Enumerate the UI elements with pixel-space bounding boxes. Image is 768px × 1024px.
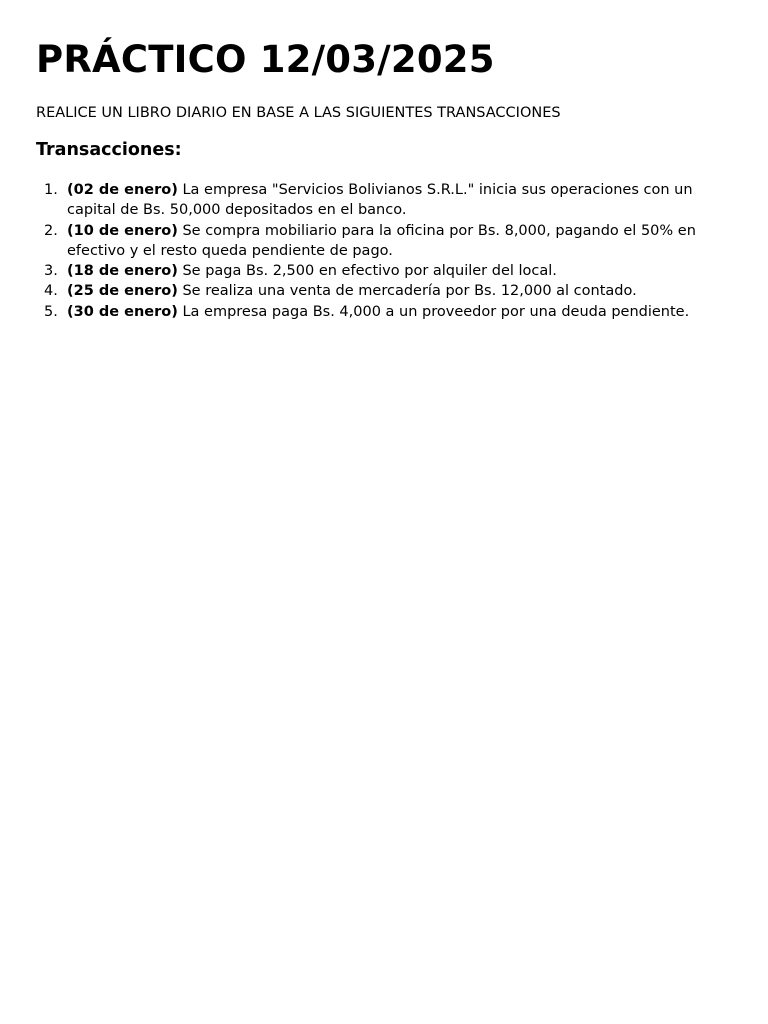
item-number: 2. (44, 222, 58, 239)
item-number: 4. (44, 283, 58, 300)
list-item (36, 180, 732, 221)
transactions-list (36, 180, 732, 322)
transaction-description: La empresa paga Bs. 4,000 a un proveedor por una deuda pendiente. (177, 303, 690, 320)
transaction-description: Se realiza una venta de mercadería por Bs. 12,000 al contado. (177, 283, 637, 300)
list-item (36, 281, 732, 301)
page-title: PRÁCTICO 12/03/2025 (36, 38, 495, 81)
instruction-text: REALICE UN LIBRO DIARIO EN BASE A LAS SIGUIENTES TRANSACCIONES (36, 105, 561, 121)
transaction-date: (18 de enero) (67, 263, 178, 280)
list-item (36, 302, 732, 322)
item-number: 5. (44, 303, 58, 320)
transaction-date: (25 de enero) (67, 283, 178, 300)
transaction-description: Se compra mobiliario para la oficina por Bs. 8,000, pagando el 50% en efectivo y el resto queda pendiente de pago. (67, 222, 696, 259)
transaction-description: La empresa "Servicios Bolivianos S.R.L." inicia sus operaciones con un capital de Bs. 50,000 depositados en el banco. (67, 182, 693, 219)
transaction-date: (30 de enero) (67, 303, 178, 320)
transaction-description: Se paga Bs. 2,500 en efectivo por alquiler del local. (177, 263, 557, 280)
item-number: 1. (44, 182, 58, 198)
list-item (36, 221, 732, 262)
section-heading: Transacciones: (36, 140, 182, 160)
item-number: 3. (44, 263, 58, 280)
transaction-date: (10 de enero) (67, 222, 178, 239)
list-item (36, 261, 732, 281)
transaction-date: (02 de enero) (67, 182, 178, 198)
